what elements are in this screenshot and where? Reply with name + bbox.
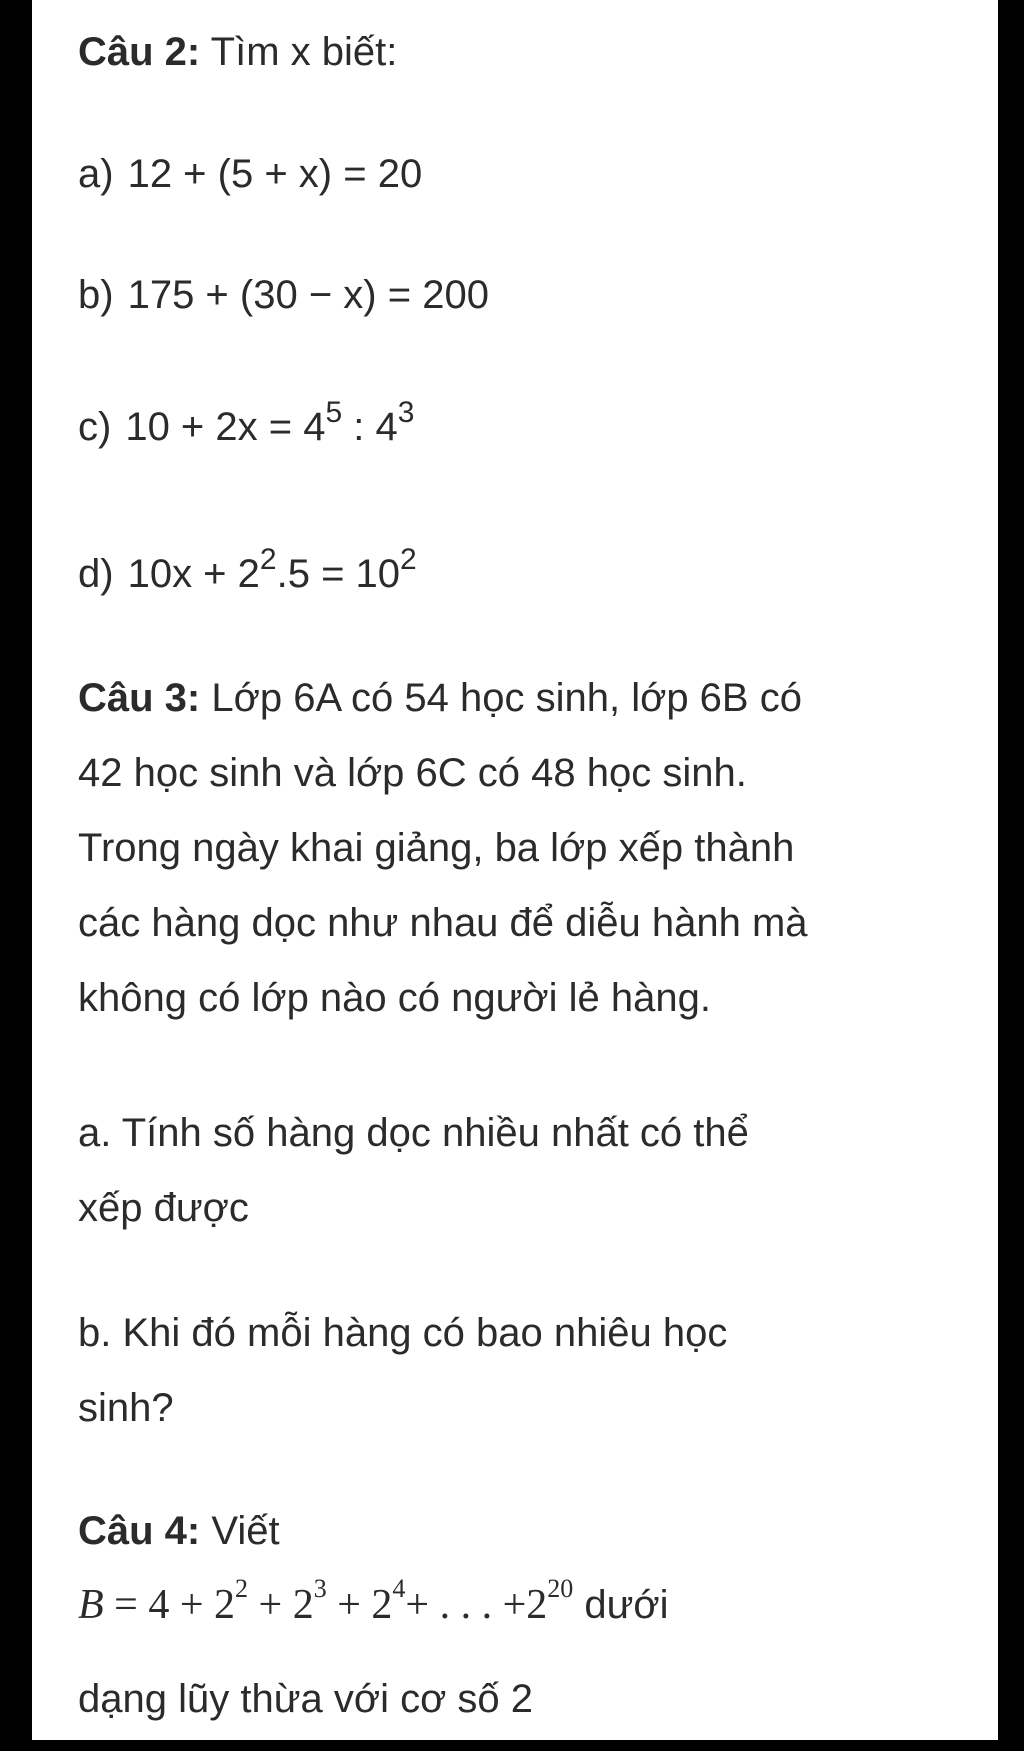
cau2-item-c (78, 396, 415, 450)
cau3-line1 (78, 676, 802, 721)
cau3-part-b-line2: sinh? (78, 1386, 174, 1430)
cau2-heading (78, 30, 397, 75)
cau3-part-a-line2: xếp được (78, 1186, 249, 1230)
cau2-label: Câu 2: (78, 30, 201, 74)
cau3-line2: 42 học sinh và lớp 6C có 48 học sinh. (78, 751, 747, 795)
formula-exp2: 3 (313, 1574, 327, 1603)
item-c-part2: : 4 (342, 405, 398, 449)
formula-exp3: 4 (392, 1574, 406, 1603)
item-d-part1: 10x + 2 (127, 552, 260, 596)
item-c-exponent2: 3 (397, 396, 415, 429)
item-c-label: c) (78, 405, 112, 449)
item-b-equation: 175 + (30 − x) = 200 (127, 273, 489, 317)
item-b-label: b) (78, 273, 114, 317)
cau2-item-a (78, 152, 422, 197)
item-d-exponent2: 2 (400, 543, 417, 576)
cau4-formula (78, 1574, 574, 1628)
cau4-label: Câu 4: (78, 1509, 201, 1553)
item-d-label: d) (78, 552, 114, 596)
item-c-part1: 10 + 2x = 4 (125, 405, 326, 449)
cau3-label: Câu 3: (78, 676, 201, 720)
cau3-line4: các hàng dọc như nhau để diễu hành mà (78, 901, 808, 945)
item-a-label: a) (78, 152, 114, 196)
item-a-equation: 12 + (5 + x) = 20 (127, 152, 423, 196)
item-d-equation (127, 543, 417, 597)
cau4-title: Viết (200, 1509, 280, 1553)
formula-part2: + 2 (248, 1582, 314, 1628)
cau3-line1-text: Lớp 6A có 54 học sinh, lớp 6B có (200, 676, 802, 720)
formula-part3: + 2 (326, 1582, 393, 1628)
item-d-exponent1: 2 (259, 543, 277, 576)
formula-part1: = 4 + 2 (103, 1582, 236, 1628)
cau3-part-a-line1: a. Tính số hàng dọc nhiều nhất có thể (78, 1111, 749, 1155)
document-page (32, 0, 998, 1740)
cau3-line3: Trong ngày khai giảng, ba lớp xếp thành (78, 826, 795, 870)
formula-exp4: 20 (547, 1574, 574, 1603)
right-dark-edge (998, 0, 1024, 1751)
formula-exp1: 2 (235, 1574, 249, 1603)
item-c-exponent1: 5 (325, 396, 343, 429)
cau3-line5: không có lớp nào có người lẻ hàng. (78, 976, 711, 1020)
item-c-equation (125, 396, 415, 450)
cau3-part-b-line1: b. Khi đó mỗi hàng có bao nhiêu học (78, 1311, 728, 1355)
cau2-title: Tìm x biết: (200, 30, 398, 74)
item-d-part2: .5 = 10 (276, 552, 401, 596)
cau4-last-line: dạng lũy thừa với cơ số 2 (78, 1677, 534, 1721)
formula-part4: + . . . +2 (405, 1582, 548, 1628)
cau4-heading (78, 1509, 280, 1554)
formula-variable-b: B (78, 1582, 104, 1628)
cau2-item-d (78, 543, 417, 597)
cau4-formula-line (78, 1574, 669, 1629)
cau2-item-b (78, 273, 489, 318)
cau4-after-formula: dưới (573, 1583, 669, 1627)
left-dark-edge (0, 0, 32, 1751)
